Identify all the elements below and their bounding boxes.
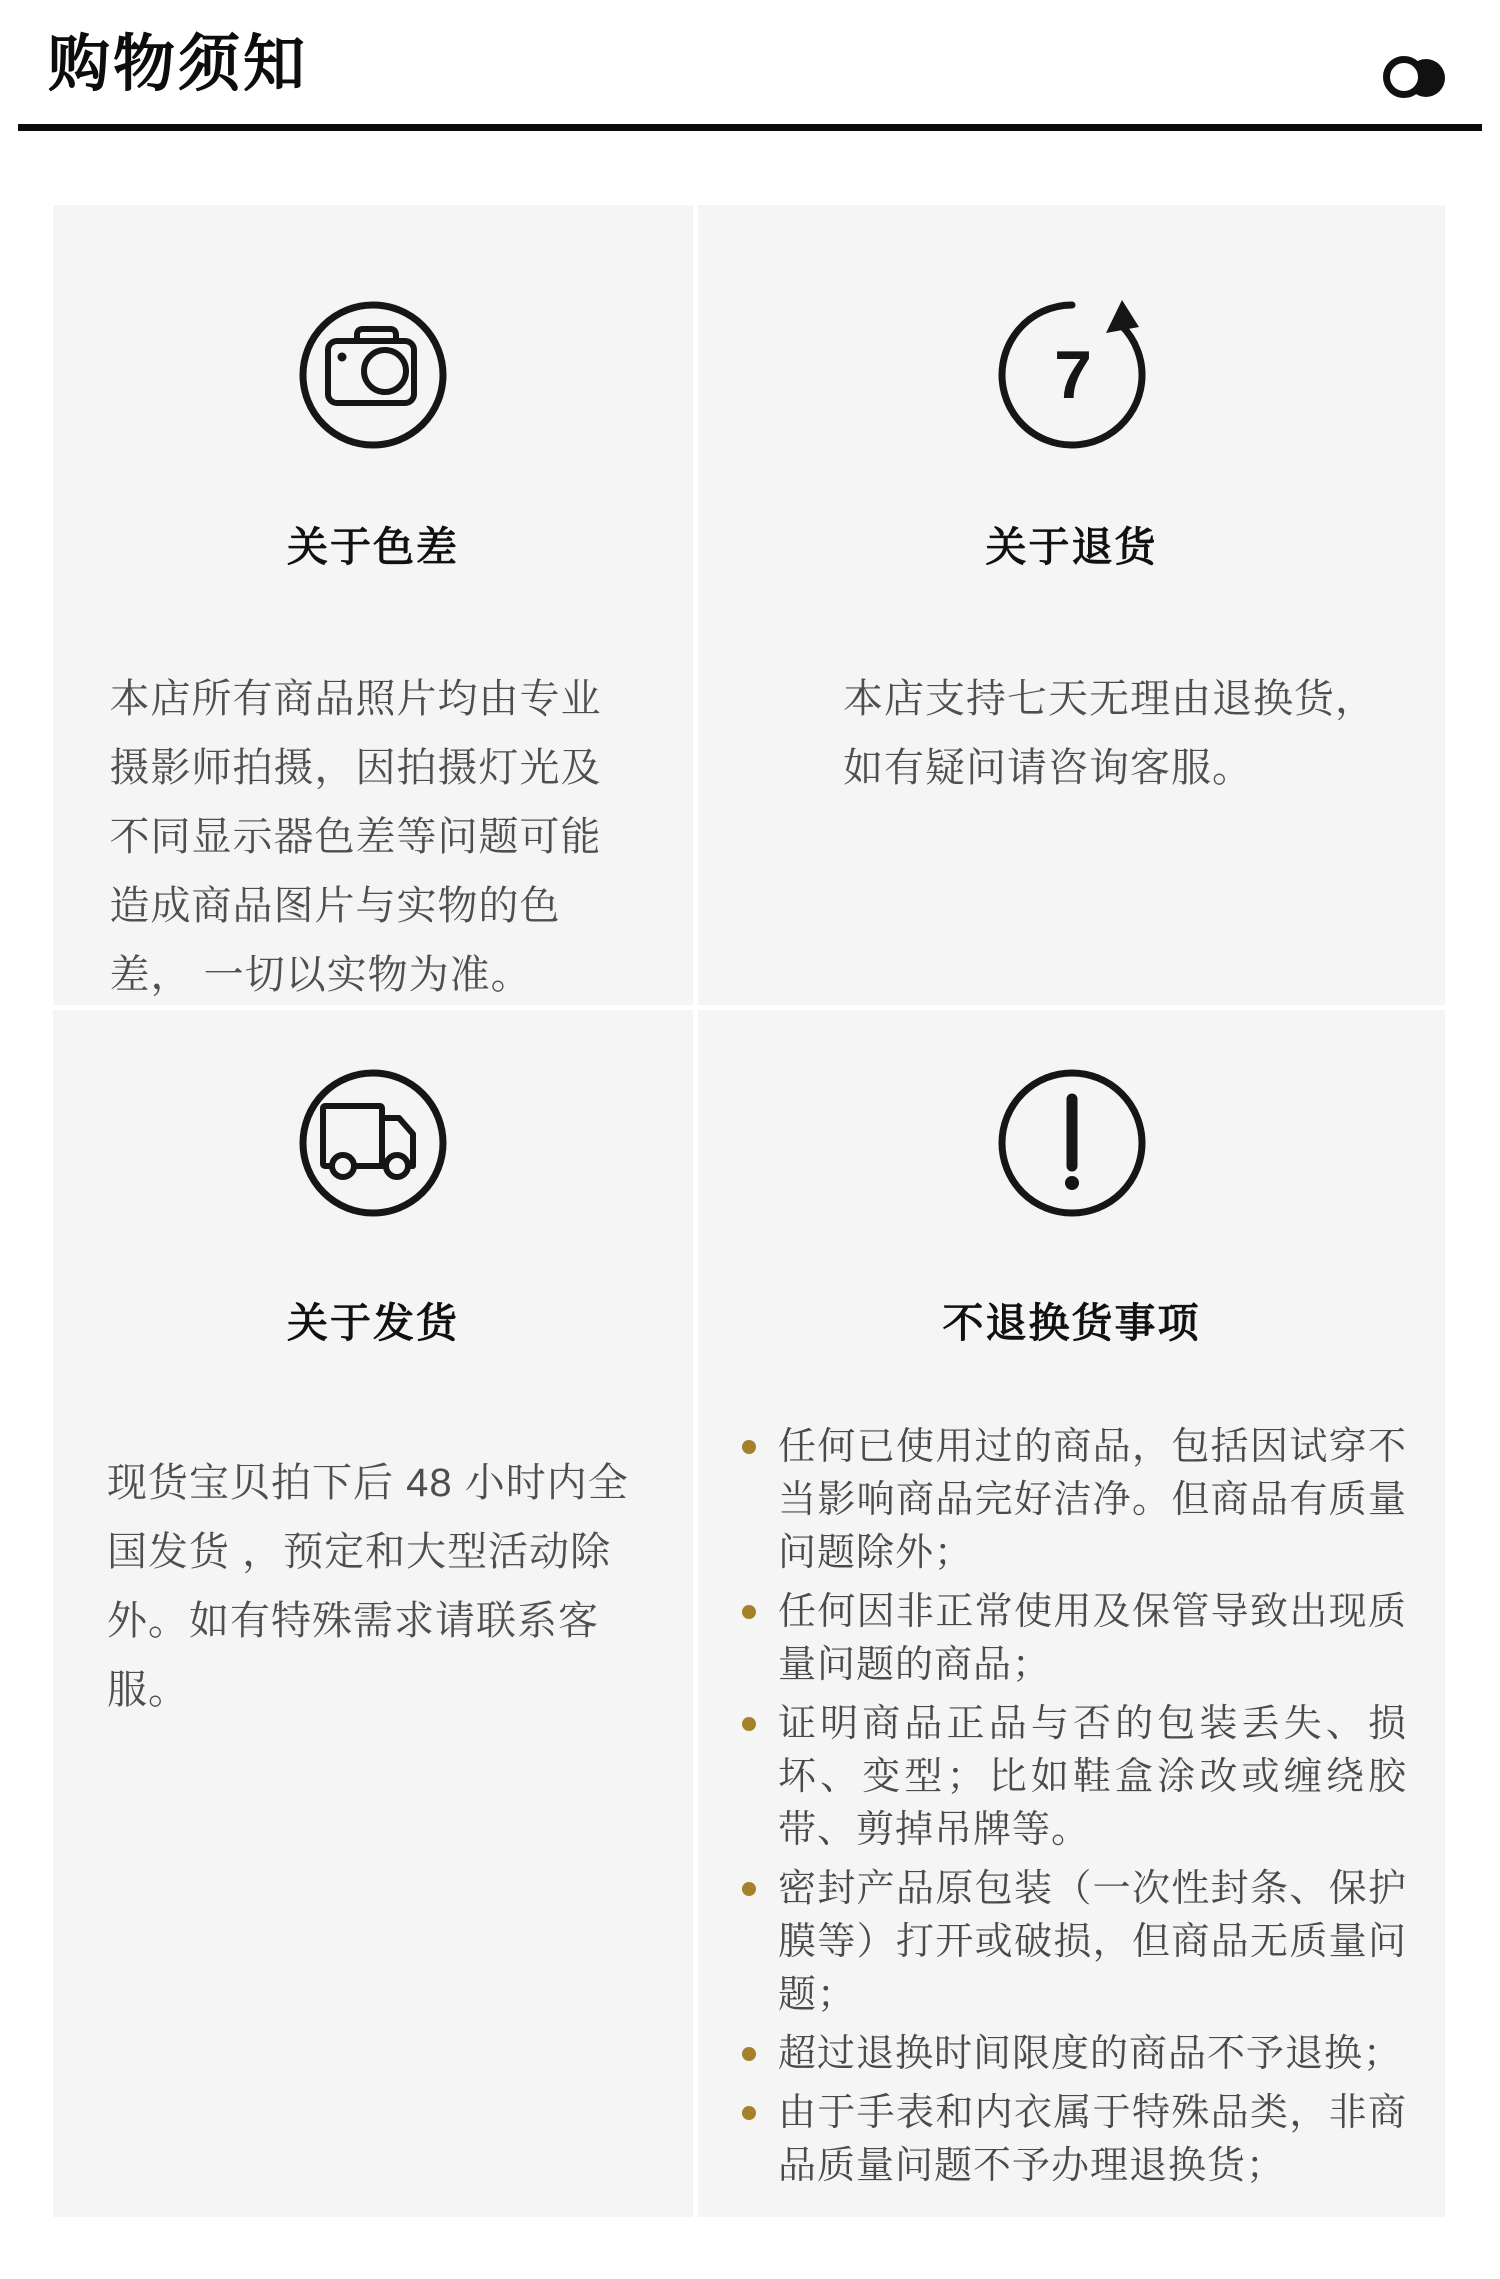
title-divider — [18, 124, 1482, 131]
page-title: 购物须知 — [48, 30, 309, 99]
section-title: 不退换货事项 — [942, 1300, 1201, 1346]
section-returns — [698, 205, 1445, 1005]
list-item-text: 由于手表和内衣属于特殊品类，非商品质量问题不予办理退换货； — [778, 2092, 1407, 2187]
list-item — [740, 1863, 1407, 2022]
outline-circle-icon — [1383, 56, 1425, 98]
page-header — [0, 0, 1500, 124]
truck-icon — [53, 1068, 693, 1218]
list-item — [740, 1421, 1407, 1580]
no-return-list — [740, 1421, 1407, 2193]
section-shipping — [53, 1010, 693, 2217]
exclamation-icon — [698, 1068, 1445, 1218]
list-item-text: 密封产品原包装（一次性封条、保护膜等）打开或破损，但商品无质量问题； — [778, 1868, 1407, 2016]
list-item-text: 任何已使用过的商品，包括因试穿不当影响商品完好洁净。但商品有质量问题除外； — [778, 1426, 1407, 1574]
section-body: 本店支持七天无理由退换货，如有疑问请咨询客服。 — [843, 677, 1376, 790]
section-color-difference — [53, 205, 693, 1005]
list-item — [740, 1586, 1407, 1692]
list-item-text: 超过退换时间限度的商品不予退换； — [778, 2033, 1403, 2075]
section-title: 关于色差 — [287, 524, 459, 570]
seven-label: 7 — [1053, 337, 1092, 413]
list-item — [740, 2087, 1407, 2193]
section-body: 本店所有商品照片均由专业摄影师拍摄，因拍摄灯光及不同显示器色差等问题可能造成商品图片与实物的色差， 一切以实物为准。 — [109, 677, 602, 997]
section-no-returns — [698, 1010, 1445, 2217]
list-item-text: 证明商品正品与否的包装丢失、损坏、变型；比如鞋盒涂改或缠绕胶带、剪掉吊牌等。 — [778, 1703, 1407, 1851]
list-item — [740, 1698, 1407, 1857]
camera-icon — [53, 300, 693, 450]
seven-day-return-icon — [698, 300, 1445, 450]
overlapping-circles-icon — [1383, 56, 1445, 100]
notice-grid — [53, 205, 1447, 2217]
list-item-text: 任何因非正常使用及保管导致出现质量问题的商品； — [778, 1591, 1407, 1686]
list-item — [740, 2028, 1407, 2081]
section-title: 关于退货 — [985, 524, 1158, 570]
section-title: 关于发货 — [287, 1300, 459, 1346]
section-body: 现货宝贝拍下后 48 小时内全国发货 ，预定和大型活动除外。如有特殊需求请联系客服。 — [107, 1461, 629, 1712]
